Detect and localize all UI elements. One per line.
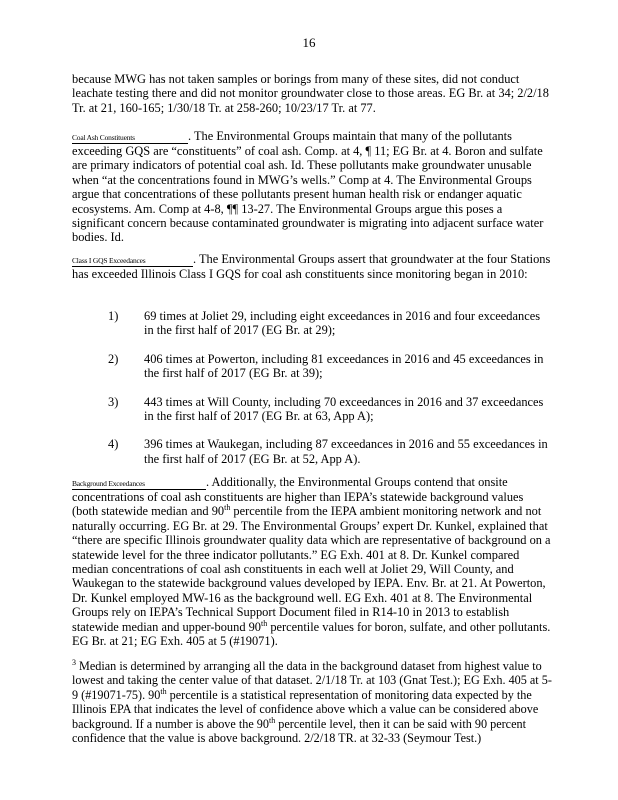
section-heading-background: Background Exceedances — [72, 479, 206, 490]
list-item: 4) 396 times at Waukegan, including 87 exceedances in 2016 and 55 exceedances in the first half of 2017 (EG Br. at 52, App A). — [108, 437, 548, 466]
footnote: $^3$ Median is determined by arranging all the data in the background dataset from highest value to lowest and taking the center value of that dataset. 2/1/18 Tr. at 103 (Gnat Test.); EG Exh. 405 at 5-9 (#19071-75). 90th percentile is a statistical representation of monitoring data expected by the Illinois EPA that indicates the level of confidence above which a value can be considered above background. If a number is above the 90th percentile level, then it can be said with 90 percent confidence that the value is above background. 2/2/18 TR. at 32-33 (Seymour Test.) — [72, 657, 552, 746]
superscript-th: th — [268, 715, 276, 725]
intro-text: because MWG has not taken samples or borings from many of these sites, did not conduct leachate testing there and did not monitor groundwater close to those areas. EG Br. at 34; 2/2/18 Tr. at 21, 160-165; 1/30/18 Tr. at 258-260; 10/23/17 Tr. at 77. — [72, 72, 549, 115]
section-class-i-gqs — [72, 252, 552, 281]
intro-paragraph — [72, 72, 552, 115]
page-number: 16 — [302, 35, 316, 50]
section-coal-ash — [72, 129, 552, 245]
superscript-th: th — [160, 686, 167, 696]
footnote-mark: 3 — [72, 657, 76, 667]
section-background: Background Exceedances . Additionally, the Environmental Groups contend that onsite concentrations of coal ash constituents are higher than IEPA’s statewide background values (both statewide median and 90th percentile from the IEPA ambient monitoring network and not naturally occurring. EG Br. at 29. The Environmental Groups’ expert Dr. Kunkel, explained that “there are specific Illinois groundwater quality data which are representative of background on a statewide level for the three indicator pollutants.” EG Exh. 401 at 8. Dr. Kunkel compared median concentrations of coal ash constituents in each well at Joliet 29, Will County, and Waukegan to the statewide background values developed by IEPA. Env. Br. at 21. At Powerton, Dr. Kunkel employed MW-16 as the background well. EG Exh. 401 at 8. The Environmental Groups rely on IEPA’s Technical Support Document filed in R14-10 in 2013 to establish statewide median and upper-bound 90th percentile values for boron, sulfate, and other pollutants. EG Br. at 21; EG Exh. 405 at 5 (#19071). — [72, 475, 551, 649]
exceedance-list — [72, 309, 552, 480]
superscript-th: th — [224, 503, 231, 513]
section-heading-class-i: Class I GQS Exceedances — [72, 256, 193, 267]
section-text-coal-ash: . The Environmental Groups maintain that many of the pollutants exceeding GQS are “constituents” of coal ash. Comp. at 4, ¶ 11; EG Br. at 4. Boron and sulfate are primary indicators of potential coal ash. Id. These pollutants make groundwater unusable when “at the concentrations found in MWG’s wells.” Comp at 4. The Environmental Groups argue that concentrations of these pollutants present human health risk or endanger aquatic ecosystems. Am. Comp at 4-8, ¶¶ 13-27. The Environmental Groups argue this poses a significant concern because contaminated groundwater is migrating into adjacent surface water bodies. Id. — [72, 129, 544, 245]
superscript-th: th — [261, 618, 268, 628]
section-heading-coal-ash: Coal Ash Constituents — [72, 133, 188, 144]
section-text-class-i: . The Environmental Groups assert that groundwater at the four Stations has exceeded Illinois Class I GQS for coal ash constituents since monitoring began in 2010: — [72, 252, 551, 281]
list-item: 1) 69 times at Joliet 29, including eight exceedances in 2016 and four exceedances in the first half of 2017 (EG Br. at 29); — [108, 309, 541, 338]
list-item: 3) 443 times at Will County, including 70 exceedances in 2016 and 37 exceedances in the first half of 2017 (EG Br. at 63, App A); — [108, 394, 544, 424]
list-item: 2) 406 times at Powerton, including 81 exceedances in 2016 and 45 exceedances in the first half of 2017 (EG Br. at 39); — [108, 351, 544, 381]
